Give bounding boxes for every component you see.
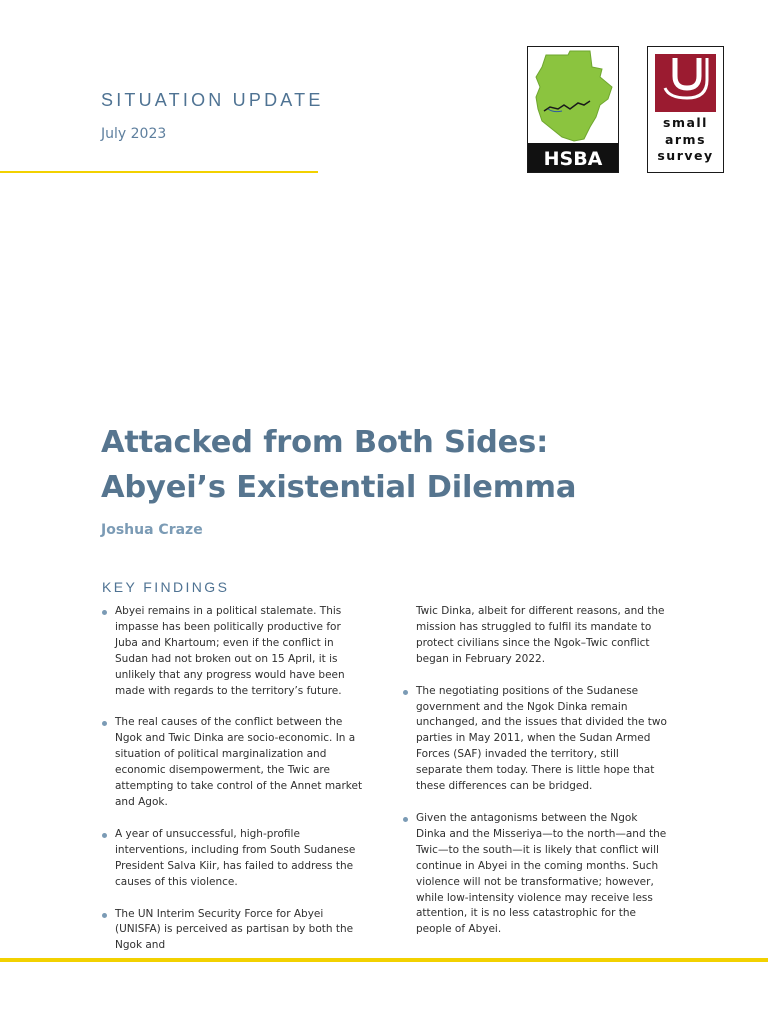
finding-item: A year of unsuccessful, high-profile interventions, including from South Sudanese President Salva Kiir, has failed to address the causes of this violence. <box>101 827 366 891</box>
report-title <box>101 420 576 510</box>
bullet-icon <box>102 833 107 838</box>
finding-item: Abyei remains in a political stalemate. This impasse has been politically productive for Juba and Khartoum; even if the conflict in Sudan had not broken out on 15 April, it is unlikely that any progress would have been made with regards to the territory’s future. <box>101 604 366 699</box>
bullet-icon <box>102 610 107 615</box>
report-title-line-1: Attacked from Both Sides: <box>101 425 549 460</box>
small-arms-survey-wordmark: small arms survey <box>657 115 714 163</box>
publication-date: July 2023 <box>101 126 167 142</box>
finding-item-continuation: Twic Dinka, albeit for different reasons, and the mission has struggled to fulfil its mandate to protect civilians since the Ngok–Twic conflict began in February 2022. <box>416 605 665 665</box>
finding-item: The negotiating positions of the Sudanese government and the Ngok Dinka remain unchanged, and the issues that divided the two parties in May 2011, when the Sudan Armed Forces (SAF) invaded the territory, still separate them today. There is little hope that these differences can be bridged. <box>402 684 667 795</box>
finding-item: The UN Interim Security Force for Abyei (UNISFA) is perceived as partisan by both the Ngok and <box>101 907 366 955</box>
key-findings-right-column <box>402 604 667 954</box>
small-arms-survey-mark-icon <box>655 54 716 112</box>
bullet-icon <box>403 690 408 695</box>
report-title-line-2: Abyei’s Existential Dilemma <box>101 470 577 505</box>
header-divider <box>0 171 318 173</box>
hsba-map-icon <box>528 47 618 172</box>
footer-divider <box>0 958 768 962</box>
document-type-label: SITUATION UPDATE <box>101 90 324 110</box>
key-findings-left-column <box>101 604 366 970</box>
bullet-icon <box>403 817 408 822</box>
hsba-logo <box>527 46 619 173</box>
hsba-logo-text: HSBA <box>543 148 603 170</box>
key-findings-heading: KEY FINDINGS <box>102 579 230 595</box>
bullet-icon <box>102 721 107 726</box>
finding-item: Given the antagonisms between the Ngok Dinka and the Misseriya—to the north—and the Twic—to the south—it is likely that conflict will continue in Abyei in the coming months. Such violence will not be transformative; however, while low-intensity violence may receive less attention, it is no less catastrophic for the people of Abyei. <box>402 811 667 938</box>
author-name: Joshua Craze <box>101 522 203 538</box>
bullet-icon <box>102 913 107 918</box>
finding-item: The real causes of the conflict between the Ngok and Twic Dinka are socio-economic. In a situation of political marginalization and economic disempowerment, the Twic are attempting to take control of the Annet market and Agok. <box>101 715 366 810</box>
small-arms-survey-logo <box>647 46 724 173</box>
